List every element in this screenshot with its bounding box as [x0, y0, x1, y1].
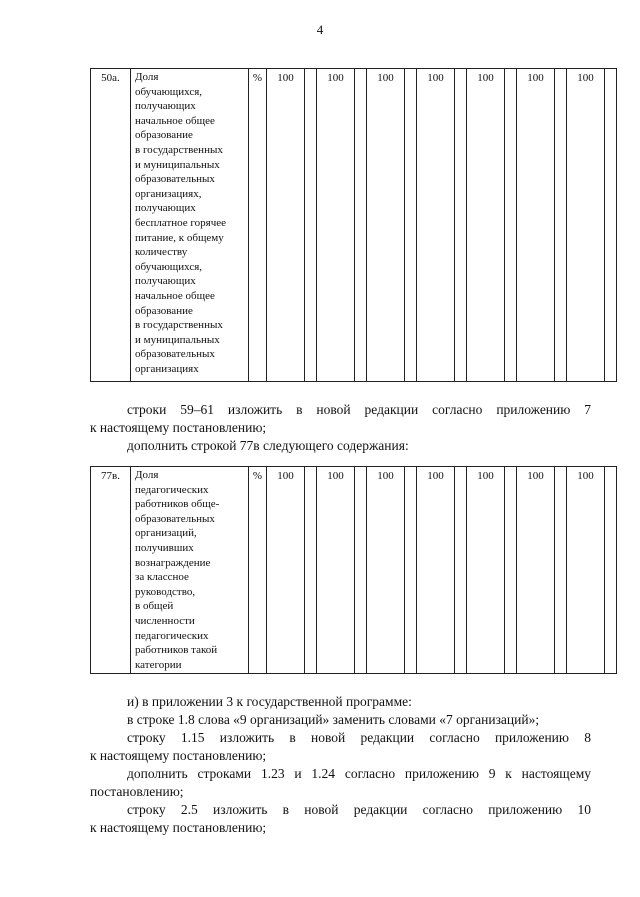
empty-cell: [555, 467, 567, 674]
empty-cell: [355, 467, 367, 674]
empty-cell: [355, 69, 367, 382]
amendment-line: строку 2.5 изложить в новой редакции согласно приложению 10: [127, 802, 591, 817]
value-cell: 100: [267, 467, 305, 674]
empty-cell: [505, 69, 517, 382]
table-row: [91, 69, 617, 382]
value-cell: 100: [467, 467, 505, 674]
row-number: 50а.: [91, 69, 131, 382]
empty-cell: [605, 69, 617, 382]
value-cell: 100: [567, 467, 605, 674]
value-cell: 100: [367, 69, 405, 382]
unit-cell: %: [249, 467, 267, 674]
value-cell: 100: [517, 467, 555, 674]
empty-cell: [305, 69, 317, 382]
indicator-table-77v: [90, 466, 617, 674]
empty-cell: [605, 467, 617, 674]
value-cell: 100: [317, 69, 355, 382]
empty-cell: [505, 467, 517, 674]
amendment-line: строки 59–61 изложить в новой редакции согласно приложению 7: [127, 402, 591, 417]
value-cell: 100: [467, 69, 505, 382]
amendment-line: к настоящему постановлению;: [90, 748, 267, 763]
indicator-table-50a: [90, 68, 617, 382]
value-cell: 100: [417, 467, 455, 674]
amendment-line: постановлению;: [90, 784, 184, 799]
amendment-line: в строке 1.8 слова «9 организаций» заменить словами «7 организаций»;: [127, 712, 540, 727]
amendment-line: дополнить строкой 77в следующего содержания:: [127, 438, 409, 453]
empty-cell: [455, 467, 467, 674]
amendment-line: к настоящему постановлению;: [90, 420, 267, 435]
value-cell: 100: [417, 69, 455, 382]
row-number: 77в.: [91, 467, 131, 674]
unit-cell: %: [249, 69, 267, 382]
amendment-line: к настоящему постановлению;: [90, 820, 267, 835]
amendment-line: и) в приложении 3 к государственной программе:: [127, 694, 412, 709]
value-cell: 100: [367, 467, 405, 674]
empty-cell: [305, 467, 317, 674]
value-cell: 100: [517, 69, 555, 382]
amendment-line: дополнить строками 1.23 и 1.24 согласно приложению 9 к настоящему: [127, 766, 591, 781]
page-number: 4: [316, 22, 324, 37]
indicator-description: Доля обучающихся, получающих начальное общее образование в государственных и муниципальных образовательных организациях, получающих бесплатное горячее питание, к общему количеству обучающихся, получающих начальное общее образование в государственных и муниципальных образовательных организациях: [131, 69, 249, 382]
empty-cell: [405, 467, 417, 674]
value-cell: 100: [267, 69, 305, 382]
empty-cell: [405, 69, 417, 382]
value-cell: 100: [317, 467, 355, 674]
empty-cell: [555, 69, 567, 382]
amendment-line: строку 1.15 изложить в новой редакции согласно приложению 8: [127, 730, 591, 745]
indicator-description: Доля педагогических работников обще- образовательных организаций, получивших вознаграждение за классное руководство, в общей численности педагогических работников такой категории: [131, 467, 249, 674]
value-cell: 100: [567, 69, 605, 382]
table-row: [91, 467, 617, 674]
empty-cell: [455, 69, 467, 382]
